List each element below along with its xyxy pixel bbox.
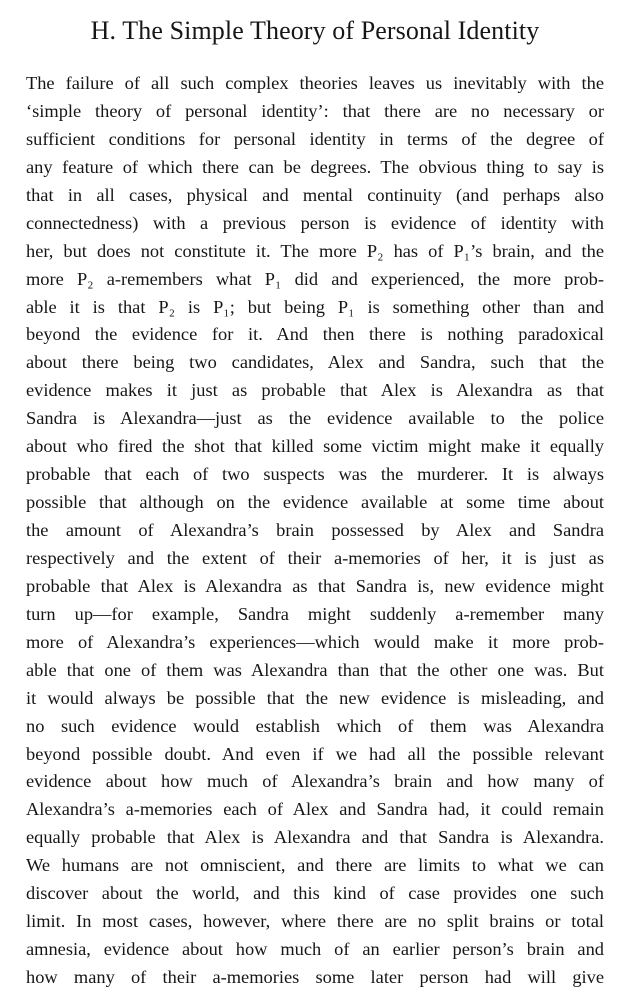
text-line: her, but does not constitute it. The more P₂ has of P₁’s brain, and the [26, 240, 604, 261]
text-line: able it is that P₂ is P₁; but being P₁ is something other than and [26, 296, 604, 317]
text-line: more P₂ a-remembers what P₁ did and experienced, the more prob- [26, 268, 604, 289]
text-line: able that one of them was Alexandra than that the other one was. But [26, 659, 604, 680]
text-line: equally probable that Alex is Alexandra and that Sandra is Alexandra. [26, 827, 604, 848]
text-line: probable that each of two suspects was the murderer. It is always [26, 464, 604, 485]
text-line: that in all cases, physical and mental continuity (and perhaps also [26, 184, 604, 205]
text-line: any feature of which there can be degrees. The obvious thing to say is [26, 156, 604, 177]
text-line: evidence about how much of Alexandra’s brain and how many of [26, 771, 604, 792]
text-line: beyond the evidence for it. And then there is nothing paradoxical [26, 324, 604, 345]
text-line: about who fired the shot that killed some victim might make it equally [26, 436, 604, 457]
text-line: discover about the world, and this kind of case provides one such [26, 883, 604, 904]
text-line: possible that although on the evidence available at some time about [26, 492, 604, 513]
text-line: amnesia, evidence about how much of an earlier person’s brain and [26, 939, 604, 960]
text-line: turn up—for example, Sandra might suddenly a-remember many [26, 603, 604, 624]
text-line: limit. In most cases, however, where there are no split brains or total [26, 911, 604, 932]
text-line: more of Alexandra’s experiences—which would make it more prob- [26, 631, 604, 652]
text-line: about there being two candidates, Alex and Sandra, such that the [26, 352, 604, 373]
text-line: beyond possible doubt. And even if we had all the possible relevant [26, 743, 604, 764]
text-line: We humans are not omniscient, and there are limits to what we can [26, 855, 604, 876]
text-line: respectively and the extent of their a-memories of her, it is just as [26, 547, 604, 568]
text-line: probable that Alex is Alexandra as that Sandra is, new evidence might [26, 575, 604, 596]
body-paragraph [26, 70, 604, 992]
text-line: sufficient conditions for personal identity in terms of the degree of [26, 128, 604, 149]
text-line: ‘simple theory of personal identity’: that there are no necessary or [26, 100, 604, 121]
section-heading: H. The Simple Theory of Personal Identity [90, 16, 540, 45]
text-line: how many of their a-memories some later person had will give [26, 967, 604, 987]
text-line: it would always be possible that the new evidence is misleading, and [26, 687, 604, 708]
text-line: no such evidence would establish which of them was Alexandra [26, 715, 604, 736]
text-line: The failure of all such complex theories leaves us inevitably with the [26, 73, 604, 93]
text-line: Sandra is Alexandra—just as the evidence available to the police [26, 408, 604, 429]
text-line: the amount of Alexandra’s brain possessed by Alex and Sandra [26, 520, 604, 540]
text-line: Alexandra’s a-memories each of Alex and Sandra had, it could remain [26, 799, 604, 820]
text-line: evidence makes it just as probable that Alex is Alexandra as that [26, 380, 604, 401]
text-line: connectedness) with a previous person is evidence of identity with [26, 212, 604, 233]
